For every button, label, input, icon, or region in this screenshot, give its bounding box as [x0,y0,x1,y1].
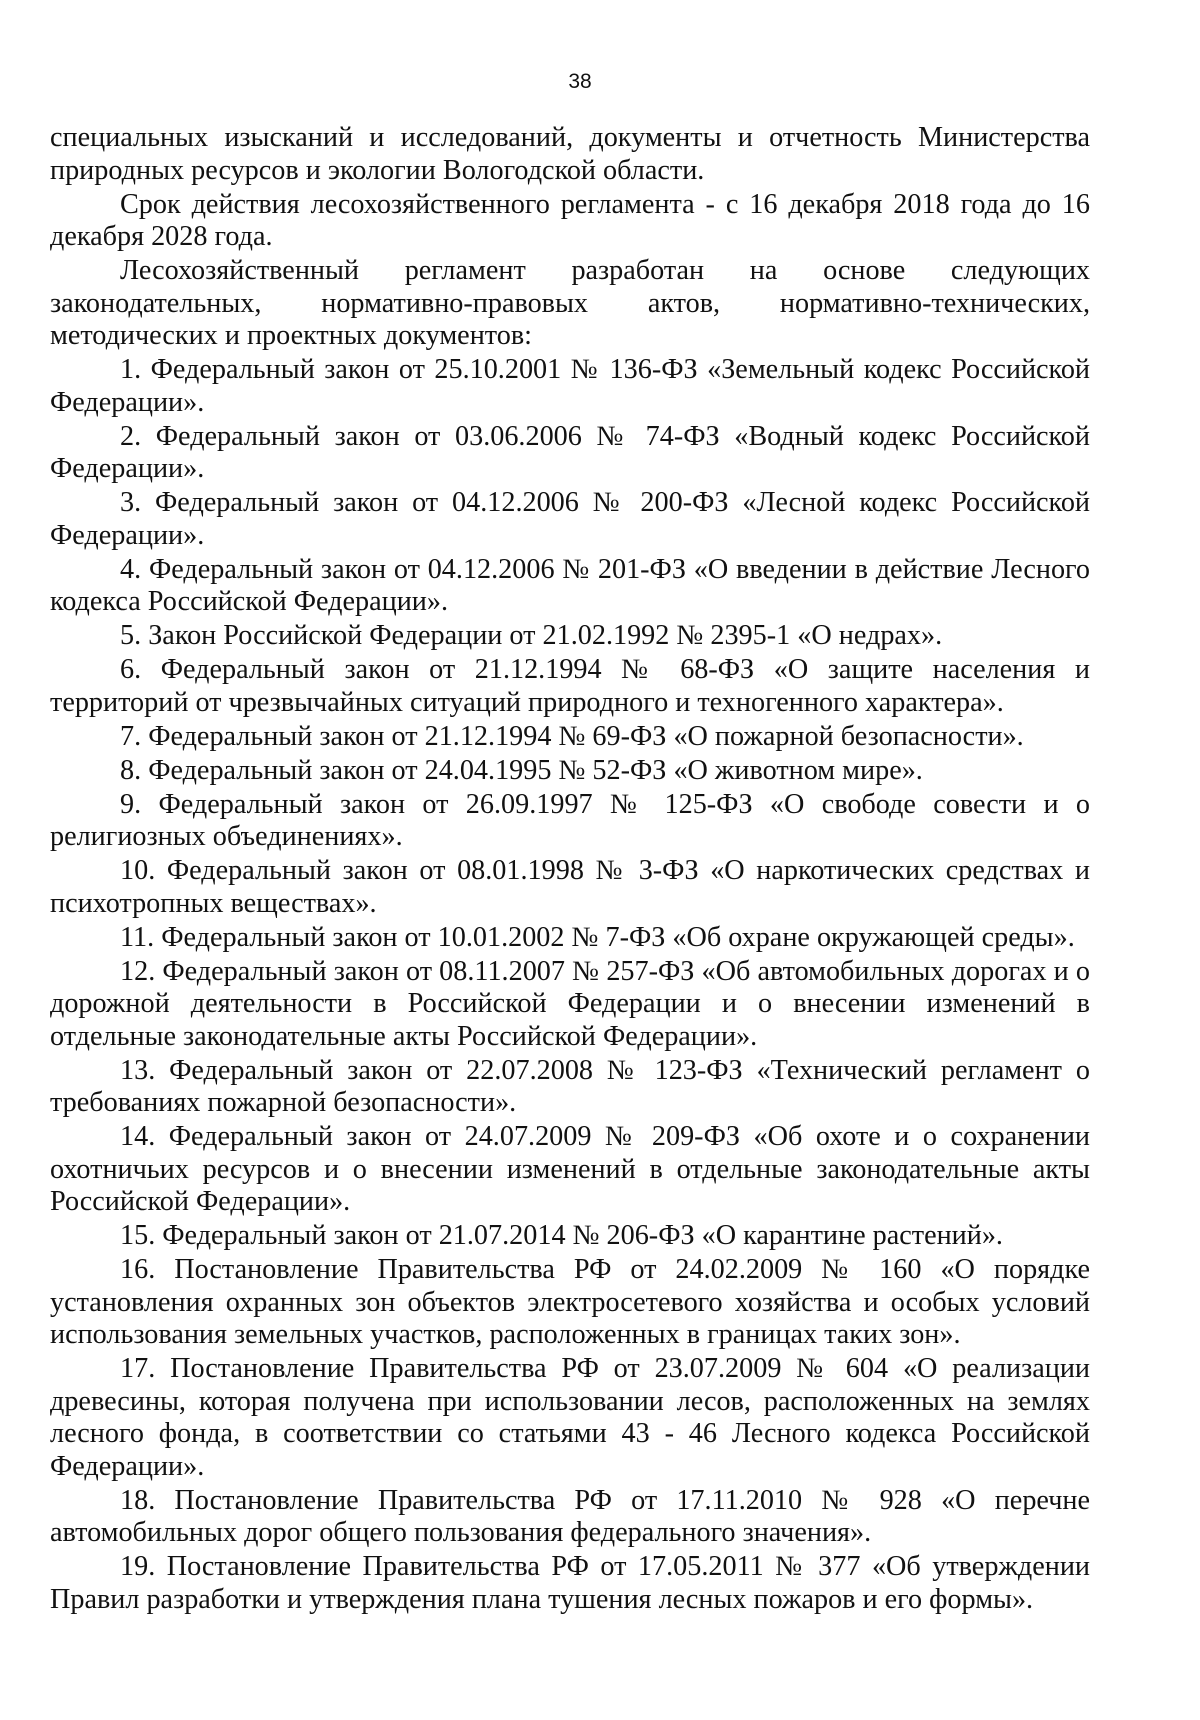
list-item: 7. Федеральный закон от 21.12.1994 № 69-ФЗ «О пожарной безопасности». [120,720,1024,752]
list-item: 4. Федеральный закон от 04.12.2006 № 201-ФЗ «О введении в действие Лесного кодекса Российской Федерации». [50,553,1090,617]
list-item: 8. Федеральный закон от 24.04.1995 № 52-ФЗ «О животном мире». [120,754,923,786]
list-item: 17. Постановление Правительства РФ от 23.07.2009 № 604 «О реализации древесины, которая получена при использовании лесов, расположенных на землях лесного фонда, в соответствии со статьями 43 - 46 Лесного кодекса Российской Федерации». [50,1353,1090,1482]
list-item: 12. Федеральный закон от 08.11.2007 № 257-ФЗ «Об автомобильных дорогах и о дорожной деятельности в Российской Федерации и о внесении изменений в отдельные законодательные акты Российской Федерации». [50,955,1090,1052]
list-item: 13. Федеральный закон от 22.07.2008 № 123-ФЗ «Технический регламент о требованиях пожарной безопасности». [50,1054,1090,1118]
list-item: 14. Федеральный закон от 24.07.2009 № 209-ФЗ «Об охоте и о сохранении охотничьих ресурсов и о внесении изменений в отдельные законодательные акты Российской Федерации». [50,1121,1090,1217]
page-number: 38 [568,70,592,93]
legal-acts-list [50,354,1090,1616]
list-item: 2. Федеральный закон от 03.06.2006 № 74-ФЗ «Водный кодекс Российской Федерации». [50,420,1090,484]
list-item: 15. Федеральный закон от 21.07.2014 № 206-ФЗ «О карантине растений». [120,1220,1003,1251]
paragraph-basis-intro: Лесохозяйственный регламент разработан на основе следующих законодательных, нормативно-правовых актов, нормативно-технических, методических и проектных документов: [50,255,1090,351]
paragraph-continuation: специальных изысканий и исследований, документы и отчетность Министерства природных ресурсов и экологии Вологодской области. [50,122,1090,186]
list-item: 16. Постановление Правительства РФ от 24.02.2009 № 160 «О порядке установления охранных зон объектов электросетевого хозяйства и особых условий использования земельных участков, расположенных в границах таких зон». [50,1254,1090,1350]
list-item: 18. Постановление Правительства РФ от 17.11.2010 № 928 «О перечне автомобильных дорог общего пользования федерального значения». [50,1484,1090,1548]
list-item: 6. Федеральный закон от 21.12.1994 № 68-ФЗ «О защите населения и территорий от чрезвычайных ситуаций природного и техногенного характера». [50,654,1090,718]
list-item: 19. Постановление Правительства РФ от 17.05.2011 № 377 «Об утверждении Правил разработки и утверждения плана тушения лесных пожаров и его формы». [50,1551,1090,1615]
list-item: 1. Федеральный закон от 25.10.2001 № 136-ФЗ «Земельный кодекс Российской Федерации». [50,354,1090,418]
paragraph-validity-period: Срок действия лесохозяйственного регламента - с 16 декабря 2018 года до 16 декабря 2028 года. [50,188,1090,252]
list-item: 9. Федеральный закон от 26.09.1997 № 125-ФЗ «О свободе совести и о религиозных объединениях». [50,788,1090,852]
list-item: 11. Федеральный закон от 10.01.2002 № 7-ФЗ «Об охране окружающей среды». [120,921,1075,953]
list-item: 3. Федеральный закон от 04.12.2006 № 200-ФЗ «Лесной кодекс Российской Федерации». [50,487,1090,551]
document-page [50,70,1090,1618]
list-item: 5. Закон Российской Федерации от 21.02.1992 № 2395-1 «О недрах». [120,620,943,651]
list-item: 10. Федеральный закон от 08.01.1998 № 3-ФЗ «О наркотических средствах и психотропных веществах». [50,855,1090,919]
